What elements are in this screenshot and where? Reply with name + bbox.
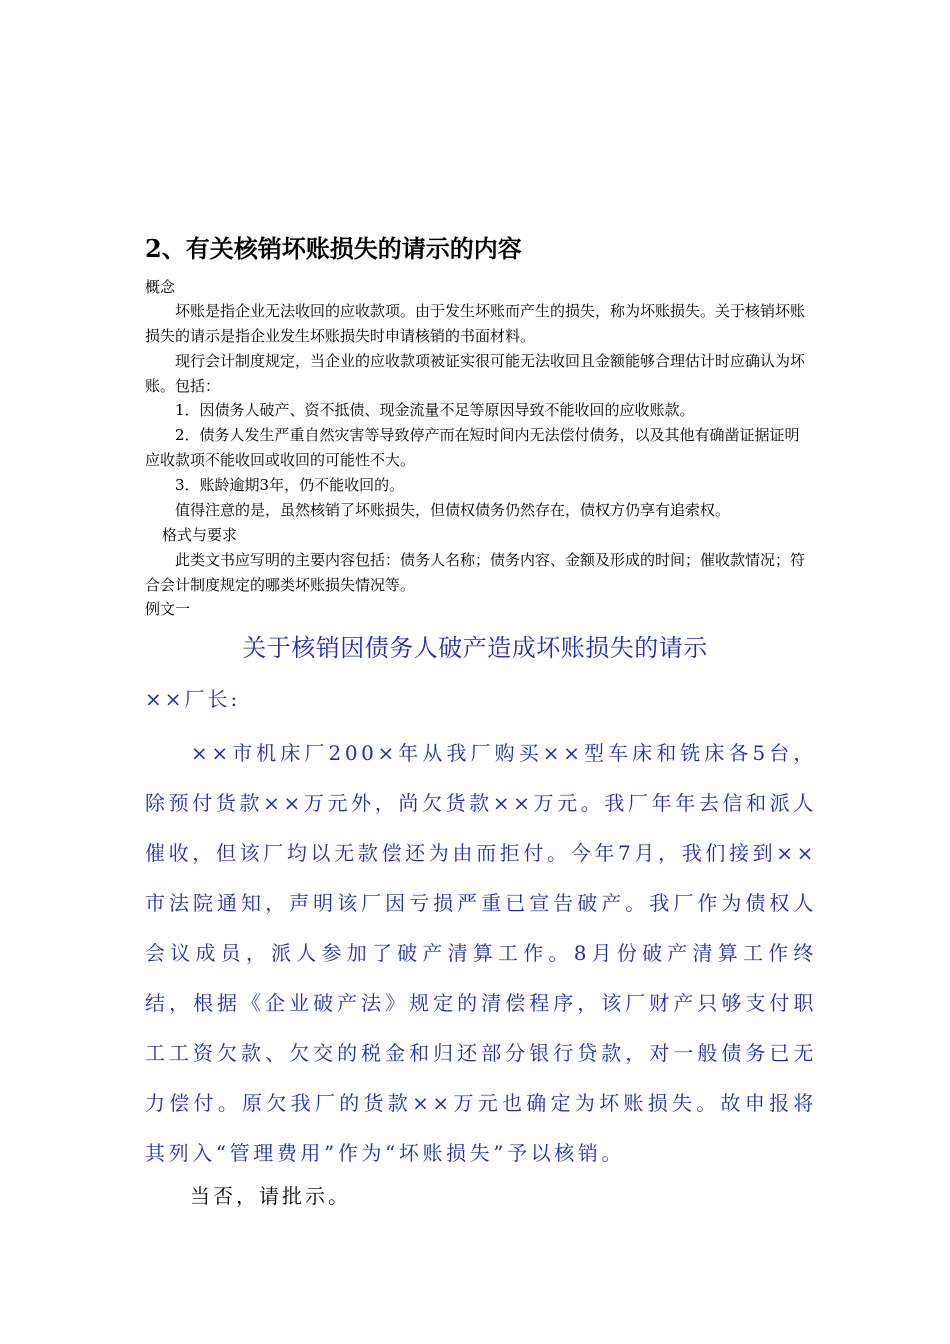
format-paragraph: 此类文书应写明的主要内容包括：债务人名称；债务内容、金额及形成的时间；催收款情况；符合会计制度规定的哪类坏账损失情况等。 [145, 551, 806, 594]
concept-paragraph: 坏账是指企业无法收回的应收款项。由于发生坏账而产生的损失，称为坏账损失。关于核销坏账损失的请示是指企业发生坏账损失时申请核销的书面材料。 [145, 302, 806, 345]
format-label: 格式与要求 [162, 526, 238, 544]
letter-closing: 当否，请批示。 [190, 1184, 351, 1208]
section-heading: 2、有关核销坏账损失的请示的内容 [145, 234, 522, 263]
list-item-1: 1．因债务人破产、资不抵债、现金流量不足等原因导致不能收回的应收账款。 [175, 401, 695, 419]
letter-body: ××市机床厂200×年从我厂购买××型车床和铣床各5台，除预付货款××万元外，尚欠货款××万元。我厂年年去信和派人催收，但该厂均以无款偿还为由而拒付。今年7月，我们接到××市法院通知，声明该厂因亏损严重已宣告破产。我厂作为债权人会议成员，派人参加了破产清算工作。8月份破产清算工作终结，根据《企业破产法》规定的清偿程序，该厂财产只够支付职工工资欠款、欠交的税金和归还部分银行贷款，对一般债务已无力偿付。原欠我厂的货款××万元也确定为坏账损失。故申报将其列入“管理费用”作为“坏账损失”予以核销。 [145, 741, 817, 1165]
list-item-2: 2．债务人发生严重自然灾害等导致停产而在短时间内无法偿付债务，以及其他有确凿证据证明应收款项不能收回或收回的可能性不大。 [145, 426, 800, 469]
rule-paragraph: 现行会计制度规定，当企业的应收款项被证实很可能无法收回且金额能够合理估计时应确认为坏账。包括： [145, 352, 806, 395]
concept-label: 概念 [145, 278, 176, 296]
letter-title: 关于核销因债务人破产造成坏账损失的请示 [242, 634, 708, 662]
example-label: 例文一 [145, 600, 191, 618]
letter-salutation: ××厂长: [145, 687, 241, 711]
note-paragraph: 值得注意的是，虽然核销了坏账损失，但债权债务仍然存在，债权方仍享有追索权。 [175, 501, 731, 519]
list-item-3: 3．账龄逾期3年，仍不能收回的。 [175, 476, 405, 494]
